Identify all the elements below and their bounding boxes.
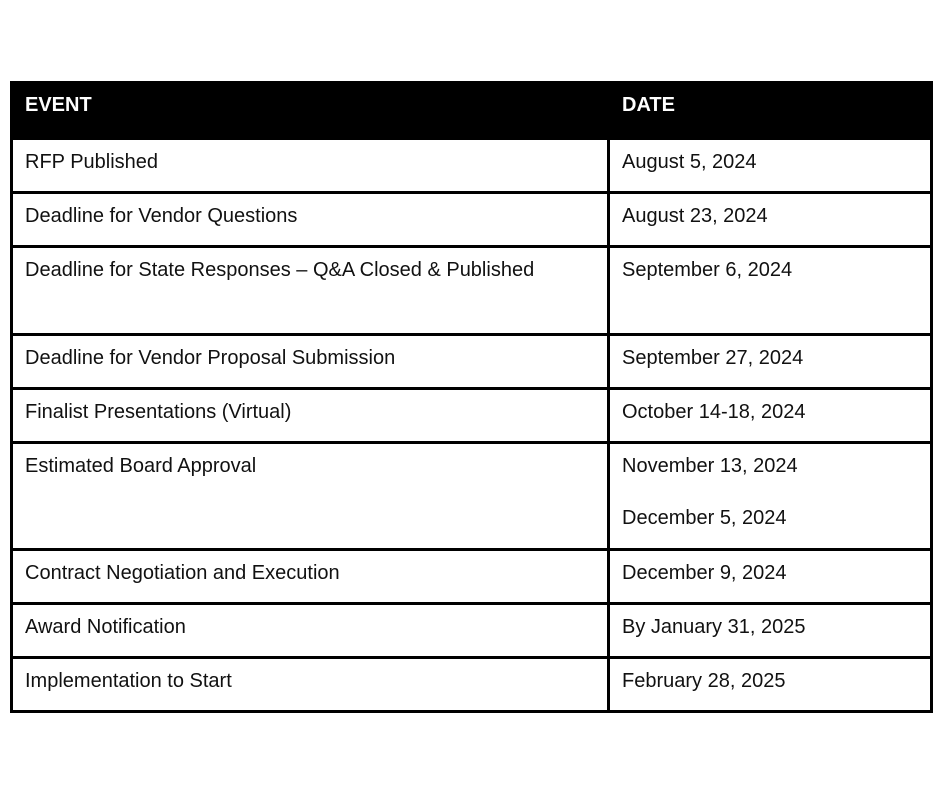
- date-cell: [609, 604, 932, 658]
- date-cell: [609, 550, 932, 604]
- date-cell: [609, 658, 932, 712]
- date-value: December 5, 2024: [622, 507, 787, 529]
- table-row: [12, 443, 932, 550]
- date-cell: [609, 247, 932, 335]
- date-value: September 27, 2024: [622, 347, 804, 369]
- date-value: November 13, 2024: [622, 455, 798, 477]
- event-cell: Estimated Board Approval: [12, 443, 609, 550]
- table-row: [12, 658, 932, 712]
- date-cell: [609, 139, 932, 193]
- table-row: [12, 139, 932, 193]
- date-value: October 14-18, 2024: [622, 401, 806, 423]
- date-value: By January 31, 2025: [622, 616, 806, 638]
- date-value: December 9, 2024: [622, 562, 787, 584]
- header-event: EVENT: [12, 83, 609, 139]
- date-value: August 5, 2024: [622, 151, 757, 173]
- date-value: August 23, 2024: [622, 205, 768, 227]
- event-cell: Deadline for State Responses – Q&A Closed & Published: [12, 247, 609, 335]
- date-cell: [609, 443, 932, 550]
- event-cell: Finalist Presentations (Virtual): [12, 389, 609, 443]
- date-cell: [609, 335, 932, 389]
- date-value: February 28, 2025: [622, 670, 786, 692]
- header-row: [12, 83, 932, 139]
- table-row: [12, 604, 932, 658]
- event-cell: Implementation to Start: [12, 658, 609, 712]
- date-cell: [609, 389, 932, 443]
- event-cell: Contract Negotiation and Execution: [12, 550, 609, 604]
- event-cell: Deadline for Vendor Proposal Submission: [12, 335, 609, 389]
- event-cell: Award Notification: [12, 604, 609, 658]
- table-row: [12, 335, 932, 389]
- header-date: DATE: [609, 83, 932, 139]
- table-row: [12, 193, 932, 247]
- table-row: [12, 550, 932, 604]
- event-cell: Deadline for Vendor Questions: [12, 193, 609, 247]
- table-row: [12, 247, 932, 335]
- date-cell: [609, 193, 932, 247]
- event-cell: RFP Published: [12, 139, 609, 193]
- date-value: September 6, 2024: [622, 259, 793, 281]
- table-row: [12, 389, 932, 443]
- schedule-table: [10, 81, 933, 713]
